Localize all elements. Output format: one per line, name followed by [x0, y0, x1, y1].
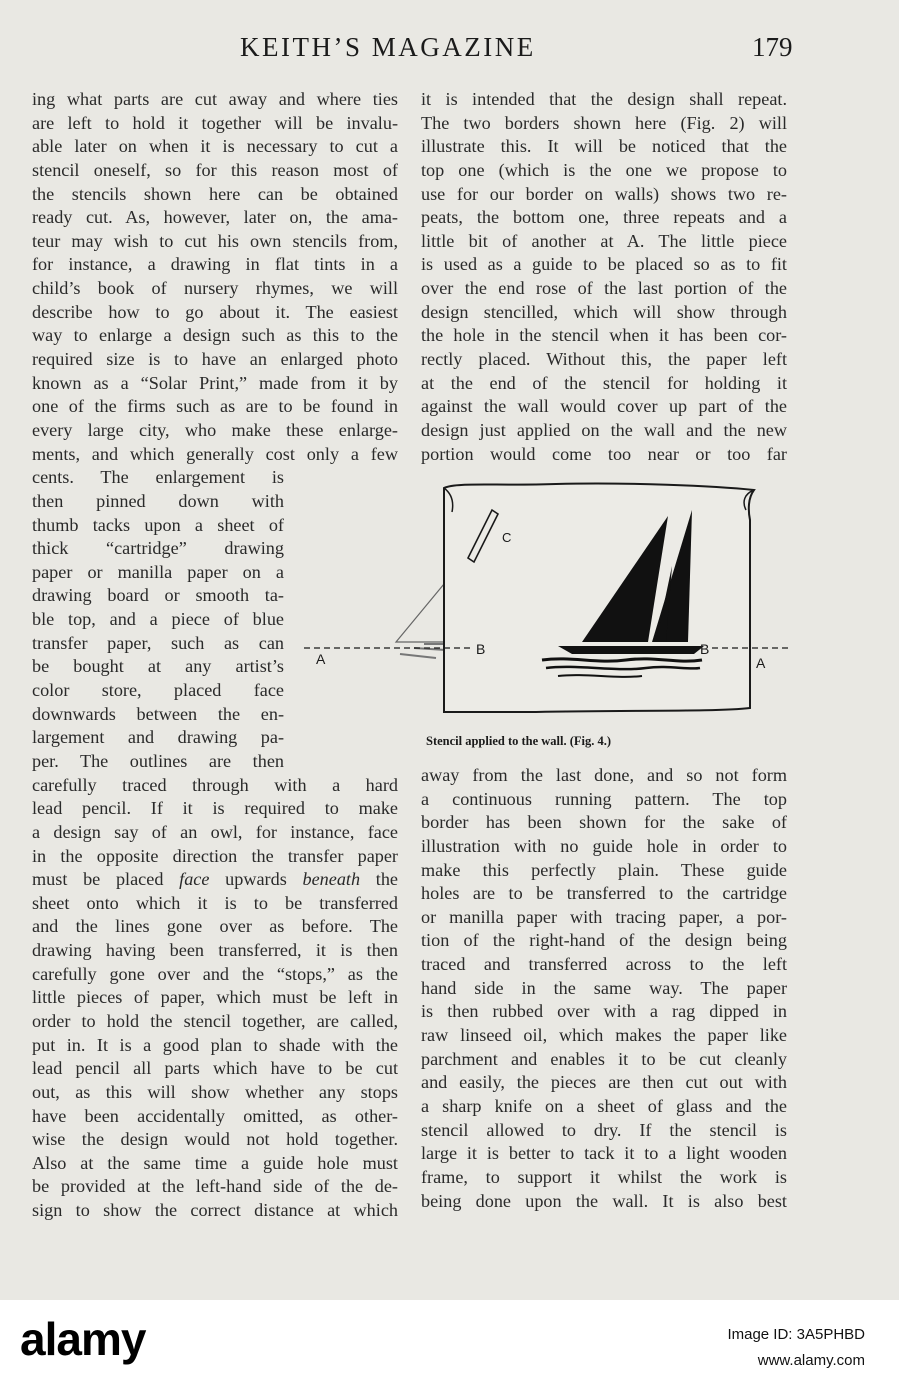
- text-line: order to hold the stencil together, are called,: [32, 1010, 398, 1031]
- text-line: required size is to have an enlarged photo: [32, 349, 398, 370]
- text-line: illustration with no guide hole in order to: [421, 835, 787, 856]
- text-line: wise the design would not hold together.: [32, 1129, 398, 1150]
- site-url[interactable]: www.alamy.com: [757, 1352, 865, 1369]
- right-column-top: [421, 88, 787, 466]
- page-header: [0, 32, 899, 72]
- text-line: able later on when it is necessary to cut a: [32, 136, 398, 157]
- text-line: child’s book of nursery rhymes, we will: [32, 278, 398, 299]
- text-line: known as a “Solar Print,” made from it by: [32, 372, 398, 393]
- text-line: sign to show the correct distance at which: [32, 1200, 398, 1221]
- image-id-label: Image ID: 3A5PHBD: [727, 1326, 865, 1343]
- page-number: 179: [752, 32, 793, 62]
- text-line: top one (which is the one we propose to: [421, 159, 787, 180]
- boat-hull: [558, 646, 704, 654]
- text-line: and easily, the pieces are then cut out with: [421, 1072, 787, 1093]
- text-line: one of the firms such as are to be found in: [32, 396, 398, 417]
- text-line: largement and drawing pa-: [32, 727, 284, 748]
- text-line: or manilla paper with tracing paper, a por-: [421, 906, 787, 927]
- figure-label-a-left: A: [316, 651, 326, 667]
- text-line: peats, the bottom one, three repeats and a: [421, 207, 787, 228]
- text-line: carefully gone over and the “stops,” as the: [32, 963, 398, 984]
- text-line: little bit of another at A. The little piece: [421, 230, 787, 251]
- text-line: raw linseed oil, which makes the paper like: [421, 1025, 787, 1046]
- text-line: thumb tacks upon a sheet of: [32, 514, 284, 535]
- text-line: a design say of an owl, for instance, face: [32, 821, 398, 842]
- stencil-figure: [296, 476, 796, 751]
- text-line: ments, and which generally cost only a few: [32, 443, 398, 464]
- text-line: cents. The enlargement is: [32, 467, 284, 488]
- text-line: stencil oneself, so for this reason most of: [32, 159, 398, 180]
- text-line: rectly placed. Without this, the paper left: [421, 349, 787, 370]
- text-line: the hole in the stencil when it has been cor-: [421, 325, 787, 346]
- text-line: lead pencil. If it is required to make: [32, 798, 398, 819]
- running-head: KEITH’S MAGAZINE: [240, 32, 536, 62]
- text-line: at the end of the stencil for holding it: [421, 372, 787, 393]
- text-line: carefully traced through with a hard: [32, 774, 398, 795]
- text-line: stencil allowed to dry. If the stencil is: [421, 1119, 787, 1140]
- text-line: ing what parts are cut away and where ties: [32, 89, 398, 109]
- figure-label-b-right: B: [700, 641, 710, 657]
- figure-label-c: C: [502, 530, 512, 545]
- left-column-top-paragraph: [32, 88, 398, 466]
- text-line: use for our border on walls) shows two re-: [421, 183, 787, 204]
- text-line: per. The outlines are then: [32, 750, 284, 771]
- text-line: Also at the same time a guide hole must: [32, 1152, 398, 1173]
- figure-caption: Stencil applied to the wall. (Fig. 4.): [426, 734, 612, 748]
- text-line: tion of the right-hand of the design being: [421, 930, 787, 951]
- text-line: put in. It is a good plan to shade with the: [32, 1034, 398, 1055]
- text-line: the stencils shown here can be obtained: [32, 183, 398, 204]
- text-line: way to enlarge a design such as this to the: [32, 325, 398, 346]
- text-line: frame, to support it whilst the work is: [421, 1166, 787, 1187]
- figure-label-a-right: A: [756, 655, 766, 671]
- text-line: The two borders shown here (Fig. 2) will: [421, 112, 787, 133]
- text-line: little pieces of paper, which must be left in: [32, 987, 398, 1008]
- figure-label-b-left: B: [476, 641, 486, 657]
- text-line: drawing board or smooth ta-: [32, 585, 284, 606]
- text-line: border has been shown for the sake of: [421, 812, 787, 833]
- text-line: transfer paper, such as can: [32, 632, 284, 653]
- text-line: drawing having been transferred, it is then: [32, 940, 398, 961]
- right-column-bottom: [421, 764, 787, 1213]
- text-line: out, as this will show whether any stops: [32, 1081, 398, 1102]
- text-line: against the wall would cover up part of the: [421, 396, 787, 417]
- text-line: parchment and enables it to be cut cleanly: [421, 1048, 787, 1069]
- text-line: over the end rose of the last portion of the: [421, 278, 787, 299]
- brand-logo: alamy: [20, 1313, 146, 1365]
- left-column-bottom-paragraph: [32, 774, 398, 1223]
- text-line: paper or manilla paper on a: [32, 561, 284, 582]
- text-line: be bought at any artist’s: [32, 656, 284, 677]
- text-line: ble top, and a piece of blue: [32, 609, 284, 630]
- text-line: lead pencil all parts which have to be cut: [32, 1058, 398, 1079]
- stencil-sheet: [444, 483, 754, 712]
- text-line: it is intended that the design shall repeat.: [421, 89, 787, 109]
- text-line: design stencilled, which will show through: [421, 301, 787, 322]
- text-line: design just applied on the wall and the new: [421, 419, 787, 440]
- text-line: teur may wish to cut his own stencils from,: [32, 230, 398, 251]
- text-line: holes are to be transferred to the cartridge: [421, 883, 787, 904]
- text-line: make this perfectly plain. These guide: [421, 859, 787, 880]
- text-line: color store, placed face: [32, 680, 284, 701]
- text-line: large it is better to tack it to a light wooden: [421, 1143, 787, 1164]
- text-line: be provided at the left-hand side of the de-: [32, 1176, 398, 1197]
- text-line: being done upon the wall. It is also best: [421, 1190, 787, 1211]
- text-line: every large city, who make these enlarge-: [32, 419, 398, 440]
- text-line: away from the last done, and so not form: [421, 765, 787, 785]
- text-line: then pinned down with: [32, 490, 284, 511]
- text-line: illustrate this. It will be noticed that the: [421, 136, 787, 157]
- text-line: a continuous running pattern. The top: [421, 788, 787, 809]
- text-line: is then rubbed over with a rag dipped in: [421, 1001, 787, 1022]
- text-line: have been accidentally omitted, as other-: [32, 1105, 398, 1126]
- faint-sail-outline: [396, 584, 446, 642]
- text-line: must be placed face upwards beneath the: [32, 869, 398, 890]
- text-line: traced and transferred across to the left: [421, 954, 787, 975]
- text-line: for instance, a drawing in flat tints in a: [32, 254, 398, 275]
- text-line: are left to hold it together will be invalu-: [32, 112, 398, 133]
- text-line: thick “cartridge” drawing: [32, 538, 284, 559]
- text-line: in the opposite direction the transfer paper: [32, 845, 398, 866]
- text-line: hand side in the same way. The paper: [421, 977, 787, 998]
- text-line: is used as a guide to be placed so as to fit: [421, 254, 787, 275]
- stencil-illustration: [296, 476, 796, 734]
- text-line: downwards between the en-: [32, 703, 284, 724]
- faint-water-lines: [400, 644, 446, 658]
- text-line: describe how to go about it. The easiest: [32, 301, 398, 322]
- text-line: ready cut. As, however, later on, the ama-: [32, 207, 398, 228]
- text-line: portion would come too near or too far: [421, 443, 787, 464]
- text-line: sheet onto which it is to be transferred: [32, 892, 398, 913]
- text-line: a sharp knife on a sheet of glass and the: [421, 1095, 787, 1116]
- text-line: and the lines gone over as before. The: [32, 916, 398, 937]
- stock-footer: [0, 1300, 899, 1390]
